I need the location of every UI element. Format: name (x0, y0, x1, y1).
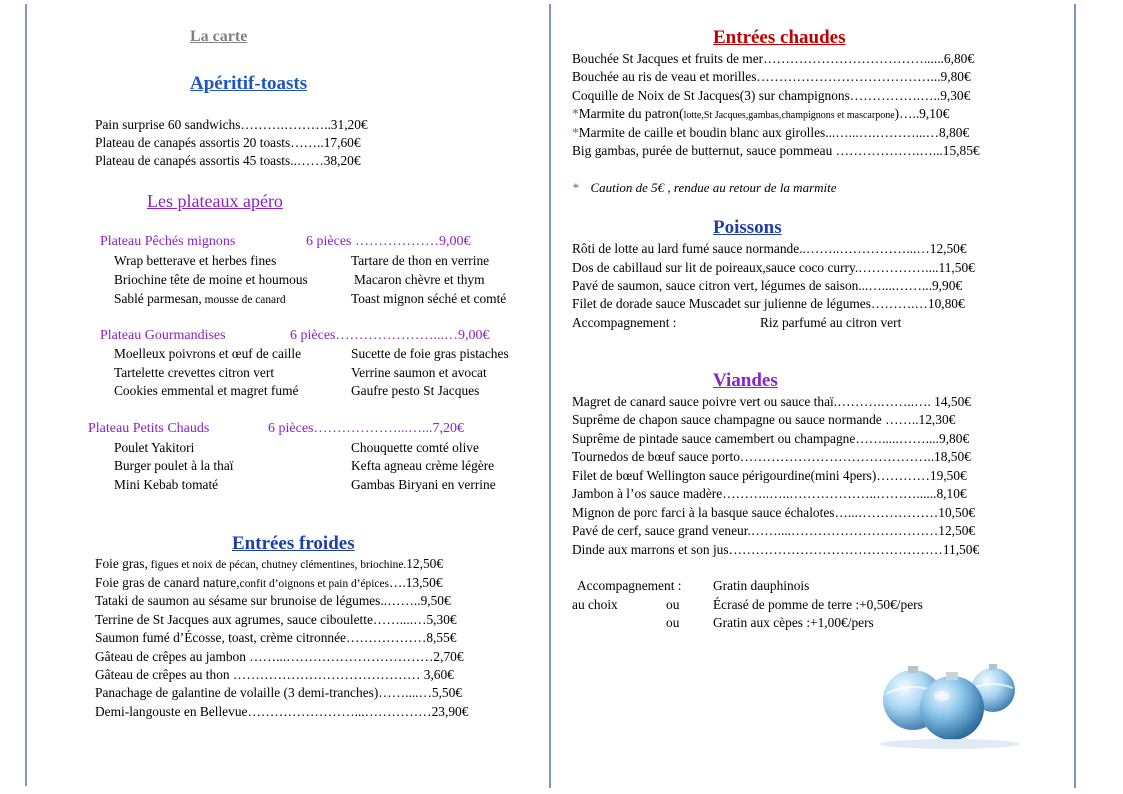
viandes-title: Viandes (713, 370, 778, 391)
item-main: Marmite du patron( (578, 106, 684, 121)
aperitif-title: Apéritif-toasts (190, 73, 308, 94)
plateau-item: Toast mignon séché et comté (351, 291, 507, 306)
entree-froide-item: Terrine de St Jacques aux agrumes, sauce ciboulette……....…5,30€ (95, 612, 457, 627)
plateau-item: Gambas Biryani en verrine (351, 477, 496, 492)
entree-froide-item: Gâteau de crêpes au jambon ……...……………………………2,70€ (95, 649, 464, 664)
plateau-item (114, 291, 286, 308)
viande-item: Pavé de cerf, sauce grand veneur.……....……………………………12,50€ (572, 523, 976, 538)
plateau-item: Tartare de thon en verrine (351, 253, 490, 268)
viande-item: Jambon à l’os sauce madère………..…..………………..………......8,10€ (572, 486, 967, 501)
entree-chaude-item: Coquille de Noix de St Jacques(3) sur champignons…………….…..9,30€ (572, 88, 971, 103)
viande-item: Magret de canard sauce poivre vert ou sauce thaï.……….……..…. 14,50€ (572, 394, 971, 409)
plateau-mignons-name: Plateau Pêchés mignons (100, 234, 236, 249)
viande-item: Suprême de pintade sauce camembert ou champagne…….....……....9,80€ (572, 431, 970, 446)
plateau-gourmandises-detail: 6 pièces…………………...…9,00€ (290, 328, 490, 343)
star-marker: * (572, 106, 579, 121)
entree-froide-item (95, 575, 443, 592)
entree-froide-item: Demi-langouste en Bellevue……………………...……………23,90€ (95, 704, 469, 719)
entree-chaude-item (572, 125, 969, 141)
entree-froide-item (95, 556, 443, 573)
entree-froide-item: Panachage de galantine de volaille (3 demi-tranches)……....…5,50€ (95, 685, 463, 700)
plateau-item: Verrine saumon et avocat (351, 365, 487, 380)
poisson-item: Filet de dorade sauce Muscadet sur julienne de légumes……….…10,80€ (572, 296, 965, 311)
entree-chaude-item: Bouchée St Jacques et fruits de mer………………………………......6,80€ (572, 51, 975, 66)
plateau-item: Cookies emmental et magret fumé (114, 383, 299, 398)
plateau-mignons-detail: 6 pièces ………………9,00€ (306, 234, 471, 249)
aperitif-item: Plateau de canapés assortis 20 toasts……..17,60€ (95, 135, 361, 150)
entrees-chaudes-title: Entrées chaudes (713, 27, 846, 48)
aperitif-item: Pain surprise 60 sandwichs……….………..31,20€ (95, 117, 368, 132)
item-main: Marmite de caille et boudin blanc aux girolles...…...….………...…8,80€ (578, 125, 970, 140)
la-carte-heading: La carte (190, 28, 248, 45)
viande-item: Filet de bœuf Wellington sauce périgourdine(mini 4pers)…………19,50€ (572, 468, 967, 483)
item-main: Foie gras de canard nature, (95, 575, 240, 590)
entree-chaude-item: Bouchée au ris de veau et morilles…………………………………...9,80€ (572, 69, 971, 84)
item-detail: lotte,St Jacques,gambas,champignons et mascarpone (683, 110, 895, 121)
viande-ou: ou (666, 597, 680, 612)
bauble-shadow (880, 739, 1020, 749)
plateau-item: Briochine tête de moine et houmous (114, 272, 308, 287)
christmas-baubles-image (870, 650, 1030, 750)
plateau-item: Moelleux poivrons et œuf de caille (114, 346, 302, 361)
plateau-item: Chouquette comté olive (351, 440, 479, 455)
poissons-title: Poissons (713, 217, 782, 238)
aperitif-item: Plateau de canapés assortis 45 toasts..……38,20€ (95, 153, 361, 168)
viande-ou: ou (666, 615, 680, 630)
poisson-item: Dos de cabillaud sur lit de poireaux,sauce coco curry.……………....11,50€ (572, 260, 975, 275)
entree-froide-item: Gâteau de crêpes au thon …………………………………… 3,60€ (95, 667, 454, 682)
item-detail: figues et noix de pécan, chutney clémentines, briochine. (147, 559, 407, 571)
viande-accomp-2: Écrasé de pomme de terre :+0,50€/pers (713, 597, 923, 612)
star-marker: * (572, 180, 579, 195)
plateau-item: Poulet Yakitori (114, 440, 195, 455)
plateaux-title: Les plateaux apéro (147, 191, 283, 211)
caution-note (572, 180, 837, 196)
entree-froide-item: Tataki de saumon au sésame sur brunoise de légumes..……..9,50€ (95, 593, 451, 608)
plateau-chauds-name: Plateau Petits Chauds (88, 421, 210, 436)
center-fold-line (549, 4, 551, 788)
viande-item: Suprême de chapon sauce champagne ou sauce normande ……..12,30€ (572, 412, 956, 427)
item-detail: confit d’oignons et pain d’épices (239, 578, 389, 590)
viande-accomp-3: Gratin aux cèpes :+1,00€/pers (713, 615, 874, 630)
poisson-item: Rôti de lotte au lard fumé sauce normande..……..……………...…12,50€ (572, 241, 967, 256)
entree-chaude-item: Big gambas, purée de butternut, sauce pommeau ……………….…...15,85€ (572, 143, 980, 158)
item-price: )…..9,10€ (894, 106, 950, 121)
viande-accomp-1: Gratin dauphinois (713, 578, 810, 593)
viande-item: Tournedos de bœuf sauce porto……………………………………..18,50€ (572, 449, 971, 464)
poisson-accomp-label: Accompagnement : (572, 315, 677, 330)
viande-au-choix: au choix (572, 597, 618, 612)
entree-froide-item: Saumon fumé d’Écosse, toast, crème citronnée………………8,55€ (95, 630, 457, 645)
item-price: 12,50€ (406, 556, 444, 571)
viande-item: Mignon de porc farci à la basque sauce échalotes…...………………10,50€ (572, 505, 976, 520)
viande-accomp-label: Accompagnement : (577, 578, 682, 593)
poisson-accomp-value: Riz parfumé au citron vert (760, 315, 902, 330)
entree-chaude-item (572, 106, 949, 124)
plateau-item: Tartelette crevettes citron vert (114, 365, 275, 380)
entrees-froides-title: Entrées froides (232, 533, 355, 554)
plateau-item-main: Sablé parmesan, (114, 291, 202, 306)
right-margin-line (1074, 4, 1076, 788)
star-marker: * (572, 125, 579, 140)
plateau-item: Gaufre pesto St Jacques (351, 383, 480, 398)
viande-item: Dinde aux marrons et son jus…………………………………………11,50€ (572, 542, 980, 557)
plateau-item: Kefta agneau crème légère (351, 458, 495, 473)
left-margin-line (25, 4, 27, 786)
item-main: Foie gras, (95, 556, 148, 571)
plateau-item: Burger poulet à la thaï (114, 458, 234, 473)
plateau-item: Macaron chèvre et thym (354, 272, 485, 287)
poisson-item: Pavé de saumon, sauce citron vert, légumes de saison...…....……...9,90€ (572, 278, 963, 293)
plateau-gourmandises-name: Plateau Gourmandises (100, 328, 226, 343)
item-price: ….13,50€ (388, 575, 443, 590)
caution-text: Caution de 5€ , rendue au retour de la marmite (590, 180, 837, 195)
plateau-item-extra: mousse de canard (201, 294, 286, 306)
plateau-item: Sucette de foie gras pistaches (351, 346, 509, 361)
plateau-item: Mini Kebab tomaté (114, 477, 219, 492)
plateau-chauds-detail: 6 pièces………………...…...7,20€ (268, 421, 464, 436)
plateau-item: Wrap betterave et herbes fines (114, 253, 277, 268)
